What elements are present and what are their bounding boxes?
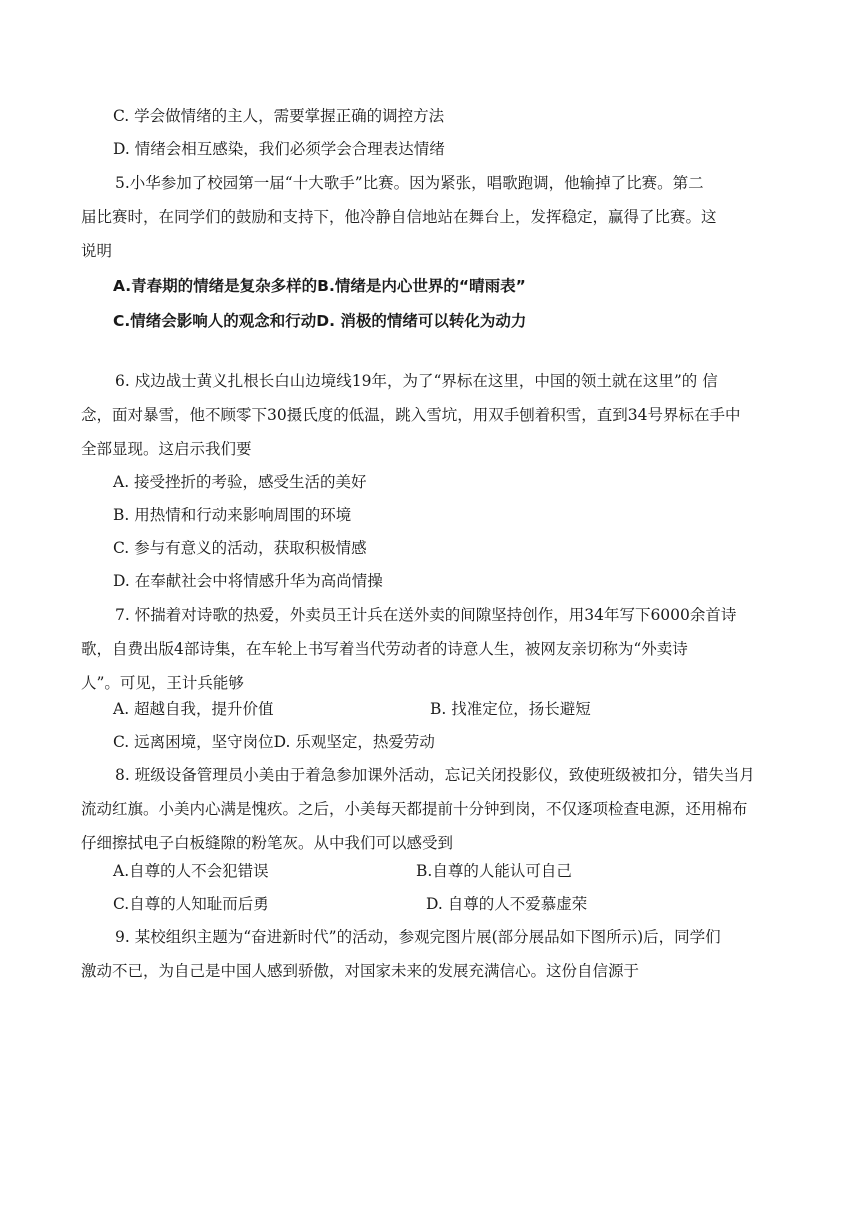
q8-option-b: B.自尊的人能认可自己 [416, 862, 572, 880]
q7-option-a: A. 超越自我，提升价值 [113, 700, 274, 718]
q4-option-d: D. 情绪会相互感染，我们必须学会合理表达情绪 [113, 140, 445, 158]
q6-stem-line-1: 6. 戍边战士黄义扎根长白山边境线19年，为了“界标在这里，中国的领土就在这里”的 信 [115, 372, 718, 390]
q5-options-ab: A.青春期的情绪是复杂多样的B.情绪是内心世界的“晴雨表” [113, 277, 526, 295]
q5-stem-line-3: 说明 [81, 242, 113, 260]
q6-stem-line-3: 全部显现。这启示我们要 [81, 440, 252, 458]
q5-stem-line-2: 届比赛时，在同学们的鼓励和支持下，他冷静自信地站在舞台上，发挥稳定，赢得了比赛。这 [81, 208, 717, 226]
q7-option-b: B. 找准定位，扬长避短 [430, 700, 591, 718]
q6-option-d: D. 在奉献社会中将情感升华为高尚情操 [113, 572, 383, 590]
q8-stem-line-3: 仔细擦拭电子白板缝隙的粉笔灰。从中我们可以感受到 [81, 834, 454, 852]
q5-stem-line-1: 5.小华参加了校园第一届“十大歌手”比赛。因为紧张，唱歌跑调，他输掉了比赛。第二 [115, 174, 704, 192]
q9-stem-line-1: 9. 某校组织主题为“奋进新时代”的活动，参观完图片展(部分展品如下图所示)后，同学们 [115, 928, 721, 946]
q6-option-c: C. 参与有意义的活动，获取积极情感 [113, 539, 367, 557]
q6-stem-line-2: 念，面对暴雪，他不顾零下30摄氏度的低温，跳入雪坑，用双手刨着积雪，直到34号界标在手中 [81, 406, 741, 424]
q7-stem-line-2: 歌，自费出版4部诗集，在车轮上书写着当代劳动者的诗意人生，被网友亲切称为“外卖诗 [81, 640, 688, 658]
q5-options-cd: C.情绪会影响人的观念和行动D. 消极的情绪可以转化为动力 [113, 312, 527, 330]
q7-stem-line-3: 人”。可见，王计兵能够 [81, 674, 244, 692]
q6-option-b: B. 用热情和行动来影响周围的环境 [113, 506, 352, 524]
q8-option-a: A.自尊的人不会犯错误 [113, 862, 269, 880]
q8-stem-line-2: 流动红旗。小美内心满是愧疚。之后，小美每天都提前十分钟到岗，不仅逐项检查电源，还用棉布 [81, 800, 748, 818]
q8-option-d: D. 自尊的人不爱慕虚荣 [426, 895, 588, 913]
q9-stem-line-2: 激动不已，为自己是中国人感到骄傲，对国家未来的发展充满信心。这份自信源于 [81, 962, 640, 980]
q8-option-c: C.自尊的人知耻而后勇 [113, 895, 269, 913]
q8-stem-line-1: 8. 班级设备管理员小美由于着急参加课外活动，忘记关闭投影仪，致使班级被扣分，错失当月 [115, 766, 755, 784]
q6-option-a: A. 接受挫折的考验，感受生活的美好 [113, 473, 367, 491]
q7-stem-line-1: 7. 怀揣着对诗歌的热爱，外卖员王计兵在送外卖的间隙坚持创作，用34年写下6000余首诗 [115, 606, 737, 624]
q4-option-c: C. 学会做情绪的主人，需要掌握正确的调控方法 [113, 107, 445, 125]
q7-options-cd: C. 远离困境，坚守岗位D. 乐观坚定，热爱劳动 [113, 733, 435, 751]
